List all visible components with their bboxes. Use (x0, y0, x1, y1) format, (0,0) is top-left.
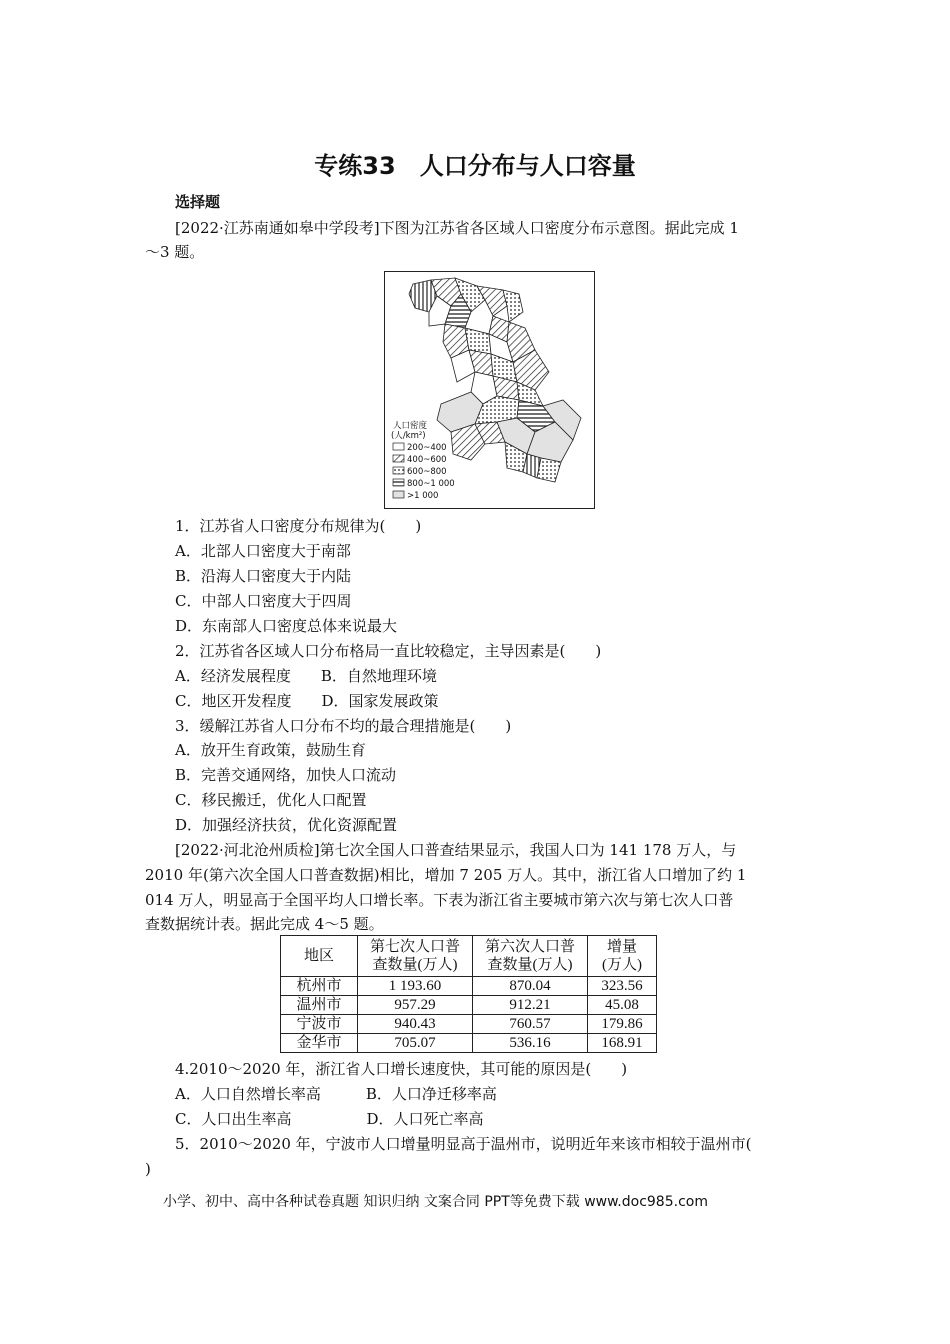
col-header-seventh: 第七次人口普 查数量(万人) (358, 936, 473, 977)
map-legend-unit: (人/km²) (391, 431, 426, 441)
intro2-line4: 查数据统计表。据此完成 4～5 题。 (145, 915, 384, 933)
table-row (281, 1034, 657, 1053)
table-row (281, 977, 657, 996)
cell-sixth: 536.16 (473, 1034, 588, 1053)
cell-region: 杭州市 (281, 977, 358, 996)
cell-sixth: 760.57 (473, 1015, 588, 1034)
q2-stem: 2．江苏省各区域人口分布格局一直比较稳定，主导因素是( ) (175, 642, 602, 660)
col-header-sixth: 第六次人口普 查数量(万人) (473, 936, 588, 977)
cell-increase: 323.56 (588, 977, 657, 996)
q1-option-a: A．北部人口密度大于南部 (175, 542, 351, 560)
legend-item-1: 200~400 (407, 443, 447, 453)
table-row (281, 996, 657, 1015)
legend-item-3: 600~800 (407, 467, 447, 477)
q3-option-d: D．加强经济扶贫，优化资源配置 (175, 816, 398, 834)
cell-seventh: 940.43 (358, 1015, 473, 1034)
col-header-region: 地区 (281, 936, 358, 977)
q4-options-ab: A．人口自然增长率高 B．人口净迁移率高 (175, 1085, 497, 1103)
q3-option-c: C．移民搬迁，优化人口配置 (175, 791, 367, 809)
legend-item-4: 800~1 000 (407, 479, 455, 489)
cell-increase: 179.86 (588, 1015, 657, 1034)
table-header-row (281, 936, 657, 977)
legend-item-2: 400~600 (407, 455, 447, 465)
cell-seventh: 1 193.60 (358, 977, 473, 996)
cell-increase: 168.91 (588, 1034, 657, 1053)
q5-stem: 5．2010～2020 年，宁波市人口增量明显高于温州市，说明近年来该市相较于温州市( (175, 1135, 752, 1153)
map-graphic (385, 272, 594, 508)
page-title: 专练33 人口分布与人口容量 (314, 152, 636, 180)
q5-stem-tail: ) (145, 1160, 151, 1178)
cell-sixth: 912.21 (473, 996, 588, 1015)
q1-stem: 1．江苏省人口密度分布规律为( ) (175, 517, 422, 535)
cell-seventh: 957.29 (358, 996, 473, 1015)
map-legend-title: 人口密度 (393, 421, 428, 431)
intro1-line1: [2022·江苏南通如皋中学段考]下图为江苏省各区域人口密度分布示意图。据此完成 1 (175, 219, 739, 237)
census-table (280, 935, 657, 1053)
table-row (281, 1015, 657, 1034)
q1-option-b: B．沿海人口密度大于内陆 (175, 567, 352, 585)
q1-option-d: D．东南部人口密度总体来说最大 (175, 617, 398, 635)
cell-seventh: 705.07 (358, 1034, 473, 1053)
q4-stem: 4.2010～2020 年，浙江省人口增长速度快，其可能的原因是( ) (175, 1060, 628, 1078)
intro2-line3: 014 万人，明显高于全国平均人口增长率。下表为浙江省主要城市第六次与第七次人口普 (145, 891, 734, 909)
q3-option-a: A．放开生育政策，鼓励生育 (175, 741, 366, 759)
cell-region: 温州市 (281, 996, 358, 1015)
footer-text: 小学、初中、高中各种试卷真题 知识归纳 文案合同 PPT等免费下载 www.doc985.com (163, 1194, 708, 1210)
cell-sixth: 870.04 (473, 977, 588, 996)
jiangsu-density-map (384, 271, 595, 509)
q3-stem: 3．缓解江苏省人口分布不均的最合理措施是( ) (175, 717, 512, 735)
q2-options-ab: A．经济发展程度 B．自然地理环境 (175, 667, 437, 685)
col-header-increase: 增量 (万人) (588, 936, 657, 977)
section-heading: 选择题 (175, 193, 221, 211)
intro2-line1: [2022·河北沧州质检]第七次全国人口普查结果显示，我国人口为 141 178 万人，与 (175, 841, 737, 859)
q2-options-cd: C．地区开发程度 D．国家发展政策 (175, 692, 439, 710)
cell-region: 金华市 (281, 1034, 358, 1053)
q4-options-cd: C．人口出生率高 D．人口死亡率高 (175, 1110, 484, 1128)
cell-increase: 45.08 (588, 996, 657, 1015)
intro1-line2: ～3 题。 (145, 243, 205, 261)
q1-option-c: C．中部人口密度大于四周 (175, 592, 352, 610)
legend-item-5: >1 000 (407, 491, 439, 501)
cell-region: 宁波市 (281, 1015, 358, 1034)
q3-option-b: B．完善交通网络，加快人口流动 (175, 766, 397, 784)
intro2-line2: 2010 年(第六次全国人口普查数据)相比，增加 7 205 万人。其中，浙江省人口增加了约 1 (145, 866, 747, 884)
